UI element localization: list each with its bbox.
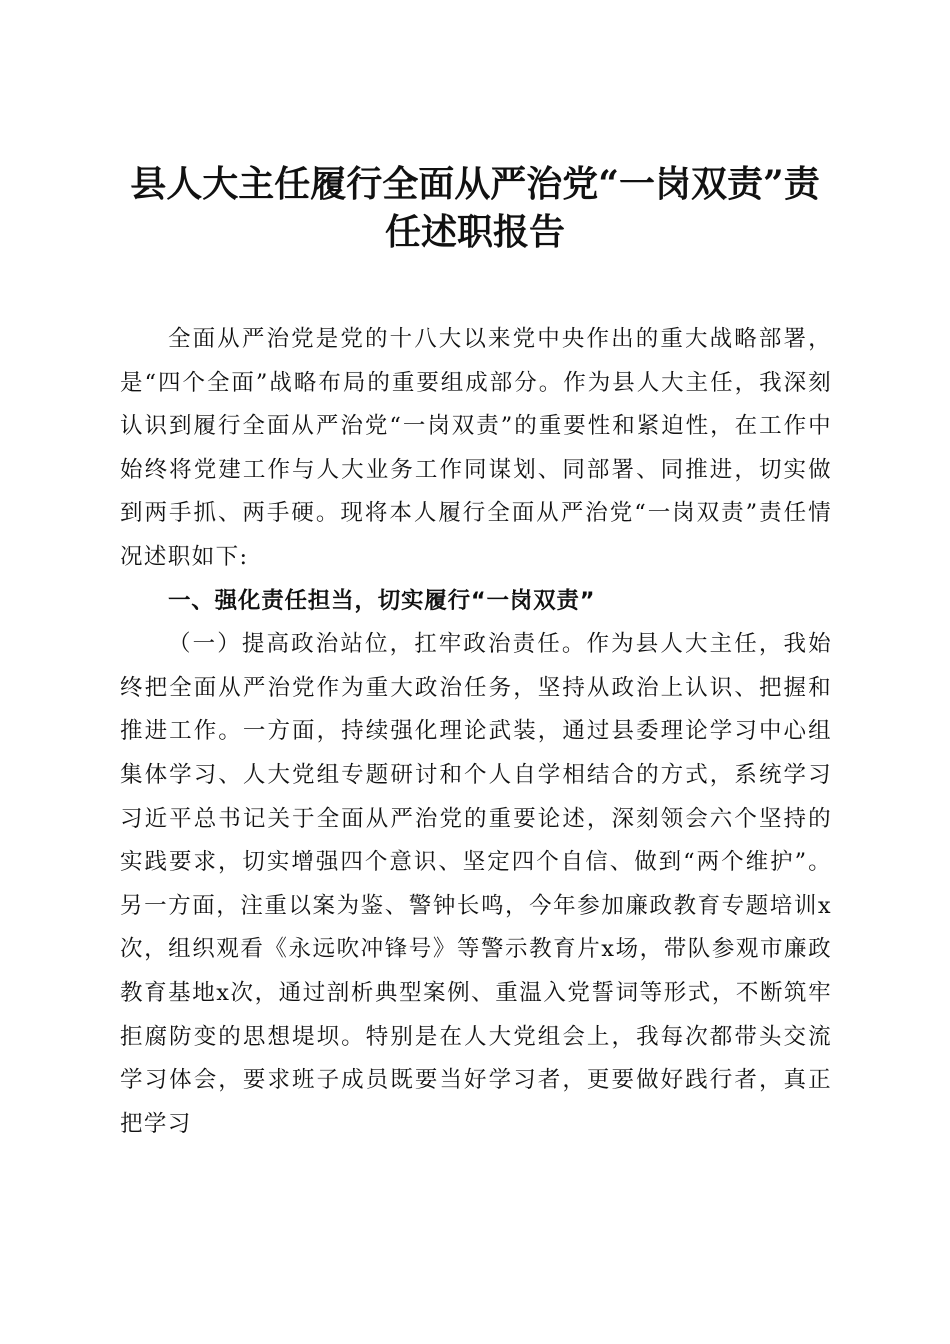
title-line-1: 县人大主任履行全面从严治党“一岗双责”责 [130,163,820,205]
section-1-heading: 一、强化责任担当，切实履行“一岗双责” [168,587,596,614]
document-title [100,160,850,256]
title-line-2: 任述职报告 [384,211,565,253]
document-body [120,318,832,1146]
intro-paragraph: 全面从严治党是党的十八大以来党中央作出的重大战略部署，是“四个全面”战略布局的重要组成部分。作为县人大主任，我深刻认识到履行全面从严治党“一岗双责”的重要性和紧迫性，在工作中始终将党建工作与人大业务工作同谋划、同部署、同推进，切实做到两手抓、两手硬。现将本人履行全面从严治党“一岗双责”责任情况述职如下: [120,326,832,570]
section-1-paragraph-1: （一）提高政治站位，扛牢政治责任。作为县人大主任，我始终把全面从严治党作为重大政治任务，坚持从政治上认识、把握和推进工作。一方面，持续强化理论武装，通过县委理论学习中心组集体学习、人大党组专题研讨和个人自学相结合的方式，系统学习习近平总书记关于全面从严治党的重要论述，深刻领会六个坚持的实践要求，切实增强四个意识、坚定四个自信、做到“两个维护”。另一方面，注重以案为鉴、警钟长鸣，今年参加廉政教育专题培训x次，组织观看《永远吹冲锋号》等警示教育片x场，带队参观市廉政教育基地x次，通过剖析典型案例、重温入党誓词等形式，不断筑牢拒腐防变的思想堤坝。特别是在人大党组会上，我每次都带头交流学习体会，要求班子成员既要当好学习者，更要做好践行者，真正把学习 [120,631,832,1137]
